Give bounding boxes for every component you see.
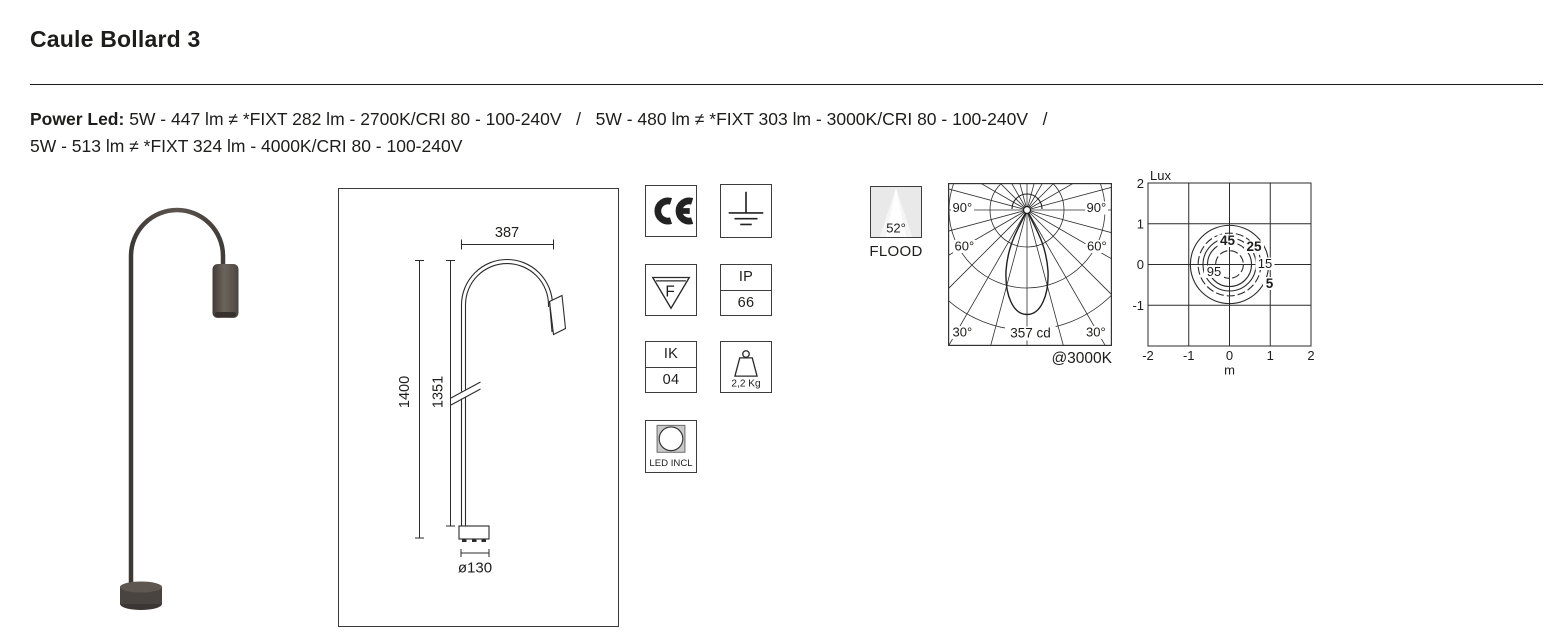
earth-ground-icon bbox=[720, 184, 772, 238]
led-included-icon bbox=[645, 420, 697, 473]
svg-text:-1: -1 bbox=[1132, 297, 1144, 313]
color-temperature-label: @3000K bbox=[1051, 350, 1112, 367]
dim-height-arc-label: 1351 bbox=[430, 375, 447, 409]
base-feet bbox=[462, 539, 486, 542]
page-title: Caule Bollard 3 bbox=[30, 26, 201, 52]
curved-pole bbox=[131, 210, 223, 588]
power-led-specs bbox=[30, 106, 1047, 160]
dim-width-label: 387 bbox=[494, 225, 520, 241]
peak-intensity-label: 357 cd bbox=[1010, 325, 1051, 341]
svg-text:0: 0 bbox=[1225, 348, 1234, 363]
angle-90-left: 90° bbox=[952, 200, 973, 215]
base-top bbox=[120, 582, 162, 593]
source-point bbox=[1024, 207, 1031, 214]
svg-text:2: 2 bbox=[1307, 348, 1315, 363]
base-outline bbox=[459, 526, 489, 539]
svg-text:1: 1 bbox=[1266, 348, 1274, 363]
f-symbol-icon bbox=[645, 264, 697, 316]
beam-type-label: FLOOD bbox=[869, 243, 923, 260]
spec-line-1: Power Led: 5W - 447 lm ≠ *FIXT 282 lm - 2700K/CRI 80 - 100-240V / 5W - 480 lm ≠ *FIXT 303 lm - 3000K/CRI 80 - 100-240V / bbox=[30, 109, 1048, 129]
contour-45: 45 bbox=[1219, 233, 1236, 248]
ce-mark-icon bbox=[645, 185, 697, 237]
bollard-rendering bbox=[120, 210, 239, 610]
ip-rating bbox=[720, 264, 772, 316]
svg-text:0: 0 bbox=[1136, 257, 1144, 272]
dimension-drawing-svg bbox=[339, 189, 618, 626]
led-note: LED INCL bbox=[649, 458, 693, 470]
beam-angle-value: 52° bbox=[886, 220, 906, 236]
svg-text:1: 1 bbox=[1136, 216, 1144, 232]
angle-30-left: 30° bbox=[952, 324, 973, 340]
spec-line-2: 5W - 513 lm ≠ *FIXT 324 lm - 4000K/CRI 80 - 100-240V bbox=[30, 136, 463, 156]
angle-30-right: 30° bbox=[1086, 324, 1106, 340]
lamp-head-bottom bbox=[215, 312, 236, 317]
lux-title: Lux bbox=[1150, 168, 1171, 183]
contour-95: 95 bbox=[1206, 264, 1222, 279]
svg-text:2: 2 bbox=[1136, 176, 1144, 191]
product-photo bbox=[98, 198, 258, 616]
divider bbox=[30, 84, 1543, 85]
spec-label: Power Led: bbox=[30, 109, 125, 129]
weight-glyph bbox=[735, 358, 757, 376]
polar-diagram bbox=[948, 183, 1112, 346]
beam-angle-icon bbox=[870, 186, 922, 238]
ip-label: IP bbox=[721, 265, 771, 291]
angle-60-left: 60° bbox=[954, 238, 975, 254]
ik-rating bbox=[645, 341, 697, 393]
weight-icon bbox=[720, 341, 772, 393]
ground-symbol bbox=[729, 192, 764, 225]
weight-value: 2,2 Kg bbox=[731, 378, 761, 390]
ik-label: IK bbox=[646, 342, 696, 368]
svg-text:-2: -2 bbox=[1142, 348, 1154, 363]
x-unit-label: m bbox=[1224, 362, 1235, 378]
svg-text:-1: -1 bbox=[1182, 348, 1195, 363]
lamp-head bbox=[213, 264, 239, 318]
contour-15: 15 bbox=[1257, 256, 1273, 271]
ip-value: 66 bbox=[737, 294, 755, 311]
angle-90-right: 90° bbox=[1086, 200, 1107, 215]
dim-base-diameter-label: ø130 bbox=[457, 559, 493, 577]
led-circle bbox=[659, 427, 683, 451]
lux-contour-labels bbox=[1204, 233, 1277, 291]
lux-contour-chart bbox=[1120, 168, 1320, 383]
contour-5: 5 bbox=[1265, 276, 1274, 291]
contour-25: 25 bbox=[1246, 239, 1262, 254]
f-letter: F bbox=[665, 283, 675, 301]
dim-height-total-label: 1400 bbox=[397, 375, 413, 409]
angle-60-right: 60° bbox=[1087, 238, 1107, 254]
dimension-drawing bbox=[338, 188, 619, 627]
lux-grid bbox=[1148, 183, 1311, 346]
ik-value: 04 bbox=[662, 371, 680, 388]
lamp-outline bbox=[459, 260, 566, 540]
